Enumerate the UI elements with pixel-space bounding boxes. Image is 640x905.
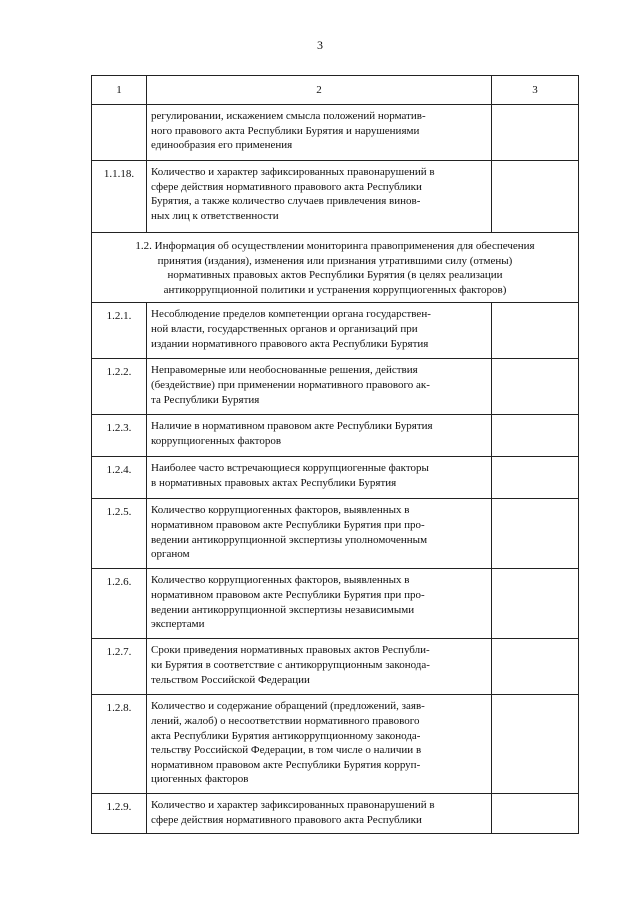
row-text: Количество коррупциогенных факторов, выявленных в нормативном правовом акте Республики Бурятия при про- ведении антикоррупционной экспертизы уполномоченным органом (147, 499, 492, 569)
row-value-cell (492, 639, 579, 695)
row-number: 1.2.3. (92, 415, 147, 457)
row-number: 1.2.6. (92, 569, 147, 639)
row-text: Наличие в нормативном правовом акте Республики Бурятия коррупциогенных факторов (147, 415, 492, 457)
row-value-cell (492, 569, 579, 639)
row-text: регулировании, искажением смысла положений норматив- ного правового акта Республики Бурятия и нарушениями единообразия его применения (147, 105, 492, 161)
header-col-1: 1 (92, 76, 147, 105)
row-value-cell (492, 359, 579, 415)
row-number: 1.2.9. (92, 793, 147, 833)
row-value-cell (492, 695, 579, 794)
header-col-2: 2 (147, 76, 492, 105)
row-text: Неправомерные или необоснованные решения, действия (бездействие) при применении нормативного правового ак- та Республики Бурятия (147, 359, 492, 415)
row-text: Наиболее часто встречающиеся коррупциогенные факторы в нормативных правовых актах Республики Бурятия (147, 457, 492, 499)
row-text: Количество и характер зафиксированных правонарушений в сфере действия нормативного правового акта Республики (147, 793, 492, 833)
row-value-cell (492, 793, 579, 833)
row-number: 1.2.7. (92, 639, 147, 695)
row-text: Количество и характер зафиксированных правонарушений в сфере действия нормативного правового акта Республики Бурятия, а также количество случаев привлечения винов- ных лиц к ответственности (147, 161, 492, 233)
table-row (92, 457, 579, 499)
page-number: 3 (317, 38, 323, 52)
section-heading: 1.2. Информация об осуществлении мониторинга правоприменения для обеспечения принятия (издания), изменения или признания утратившими силу (отмены) нормативных правовых актов Республики Бурятия (в целях реализации антикоррупционной политики и устранения коррупциогенных факторов) (92, 233, 579, 303)
table-row (92, 161, 579, 233)
row-number: 1.2.4. (92, 457, 147, 499)
table-header-row (92, 76, 579, 105)
row-value-cell (492, 499, 579, 569)
section-heading-row (92, 233, 579, 303)
row-text: Несоблюдение пределов компетенции органа государствен- ной власти, государственных органов и организаций при издании нормативного правового акта Республики Бурятия (147, 303, 492, 359)
row-text: Сроки приведения нормативных правовых актов Республи- ки Бурятия в соответствие с антикоррупционным законода- тельством Российской Федерации (147, 639, 492, 695)
table-row (92, 695, 579, 794)
row-number: 1.1.18. (92, 161, 147, 233)
table-row (92, 793, 579, 833)
row-number: 1.2.1. (92, 303, 147, 359)
row-text: Количество и содержание обращений (предложений, заяв- лений, жалоб) о несоответствии нормативного правового акта Республики Бурятия антикоррупционному законода- тельству Российской Федерации, в том числе о наличии в нормативном правовом акте Республики Бурятия корруп- циогенных факторов (147, 695, 492, 794)
row-value-cell (492, 415, 579, 457)
row-number: 1.2.2. (92, 359, 147, 415)
row-text: Количество коррупциогенных факторов, выявленных в нормативном правовом акте Республики Бурятия при про- ведении антикоррупционной экспертизы независимыми экспертами (147, 569, 492, 639)
table-row (92, 359, 579, 415)
row-value-cell (492, 161, 579, 233)
row-number (92, 105, 147, 161)
table-row (92, 303, 579, 359)
table-row (92, 639, 579, 695)
header-col-3: 3 (492, 76, 579, 105)
row-value-cell (492, 105, 579, 161)
row-value-cell (492, 457, 579, 499)
row-value-cell (492, 303, 579, 359)
row-number: 1.2.8. (92, 695, 147, 794)
table-row (92, 415, 579, 457)
table-row (92, 105, 579, 161)
row-number: 1.2.5. (92, 499, 147, 569)
table-row (92, 499, 579, 569)
table-row (92, 569, 579, 639)
monitoring-table (91, 75, 579, 834)
